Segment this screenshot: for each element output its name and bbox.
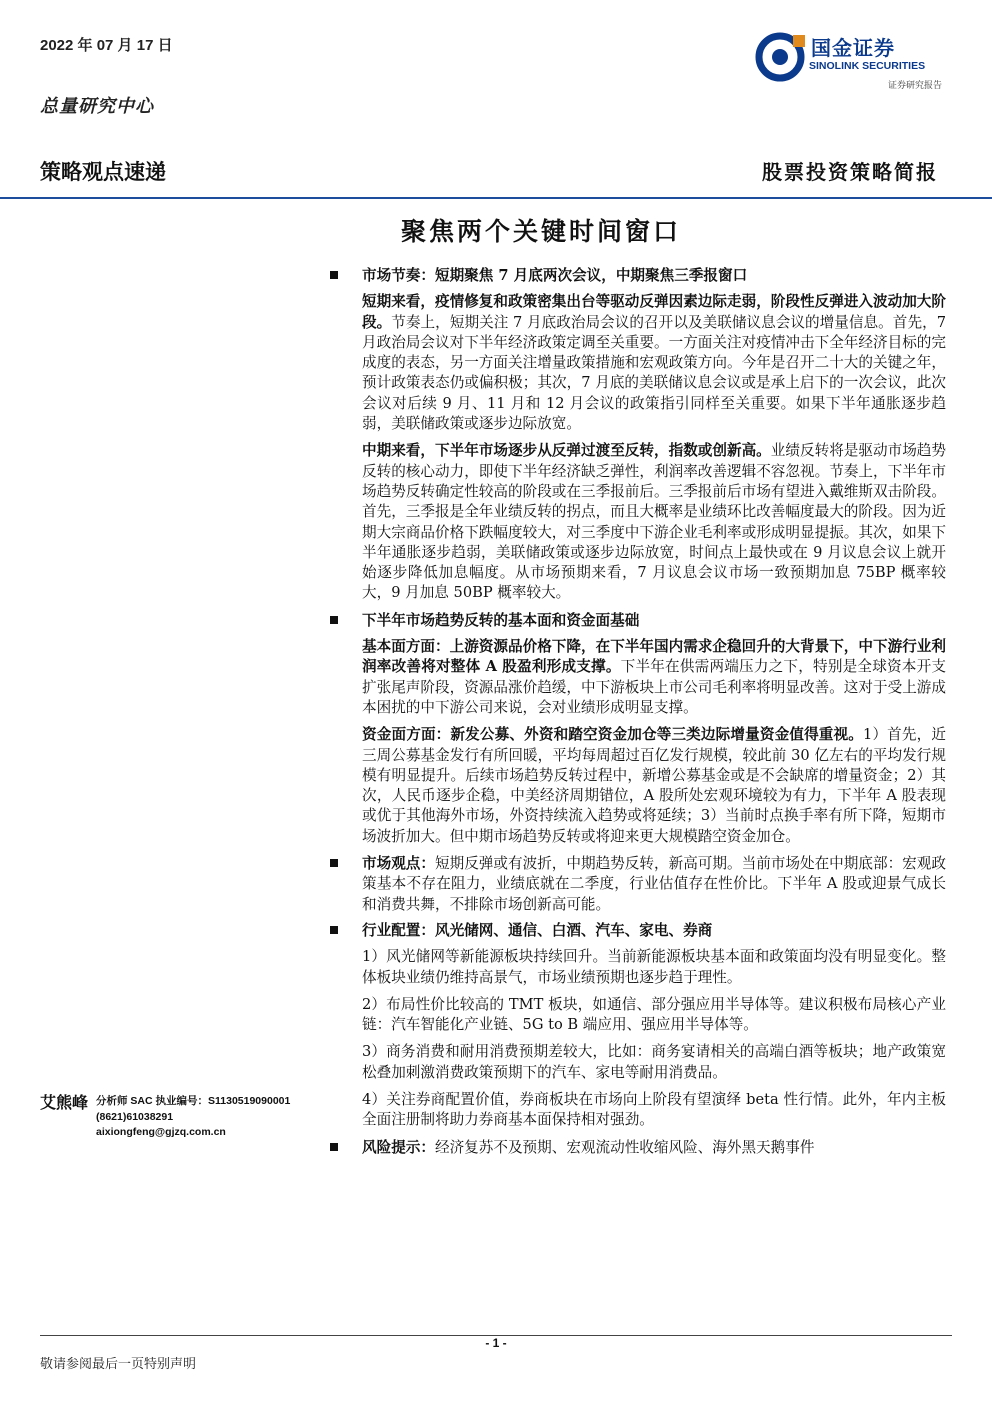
analyst-phone: (8621)61038291 xyxy=(96,1110,174,1123)
paragraph-text: 下半年在供需两端压力之下，特别是全球资本开支扩张尾声阶段，资源品涨价趋缓，中下游板块上市公司毛利率将明显改善。这对于受上游成本困扰的中下游公司来说，会对业绩形成明显支撑。 xyxy=(362,658,946,716)
section-heading xyxy=(330,921,946,941)
logo-english-name: SINOLINK SECURITIES xyxy=(809,60,926,72)
bullet-square-icon xyxy=(330,616,338,624)
logo-subtitle: 证券研究报告 xyxy=(887,81,942,91)
bullet-square-icon xyxy=(330,1143,338,1151)
analyst-email[interactable]: aixiongfeng@gjzq.com.cn xyxy=(96,1126,226,1138)
paragraph-text: 节奏上，短期关注 7 月底政治局会议的召开以及美联储议息会议的增量信息。首先，7 月政治局会议对下半年经济政策定调至关重要。一方面关注对疫情冲击下全年经济目标的完成度的表态，另一方面关注增量政策措施和宏观政策方向。今年是召开二十大的关键之年，预计政策表态仍或偏积极；其次，7 月底的美联储议息会议或是承上启下的一次会议，此次会议对后续 9 月、11 月和 12 月会议的政策指引同样至关重要。如果下半年通胀逐步趋弱，美联储政策或逐步边际放宽。 xyxy=(362,313,946,433)
section-heading xyxy=(330,1138,946,1158)
paragraph-text: 1）首先，近三周公募基金发行有所回暖，平均每周超过百亿发行规模，较此前 30 亿左右的平均发行规模有明显提升。后续市场趋势反转过程中，新增公募基金或是不会缺席的增量资金；2）其次，人民币逐步企稳，中美经济周期错位，A 股所处宏观环境较为有力，下半年 A 股表现或优于其他海外市场，外资持续流入趋势或将延续；3）当前时点换手率有所下降，短期市场波折加大。但中期市场趋势反转或将迎来更大规模踏空资金加仓。 xyxy=(362,726,946,845)
list-item: 1）风光储网等新能源板块持续回升。当前新能源板块基本面和政策面均没有明显变化。整体板块业绩仍维持高景气，市场业绩预期也逐步趋于理性。 xyxy=(362,948,946,986)
report-body xyxy=(330,266,946,1164)
report-title: 聚焦两个关键时间窗口 xyxy=(400,217,681,246)
section-heading-lead: 风险提示： xyxy=(362,1138,435,1156)
bullet-square-icon xyxy=(330,859,338,867)
logo-chinese-name: 国金证券 xyxy=(811,36,895,60)
header-divider xyxy=(0,197,992,199)
paragraph xyxy=(330,725,946,847)
paragraph-lead: 基本面方面：上游资源品价格下降，在下半年国内需求企稳回升的大背景下，中下游行业利润率改善将对整体 A 股盈利形成支撑。 xyxy=(362,638,946,676)
section-heading-text: 市场节奏：短期聚焦 7 月底两次会议，中期聚焦三季报窗口 xyxy=(362,267,748,284)
paragraph xyxy=(330,637,946,718)
bullet-square-icon xyxy=(330,926,338,934)
section-heading-text: 下半年市场趋势反转的基本面和资金面基础 xyxy=(362,611,640,629)
analyst-name: 艾熊峰 xyxy=(40,1093,89,1112)
section-heading xyxy=(330,854,946,915)
section-heading xyxy=(330,266,946,286)
list-item: 4）关注券商配置价值，券商板块在市场向上阶段有望演绎 beta 性行情。此外，年内主板全面注册制将助力券商基本面保持相对强劲。 xyxy=(362,1090,946,1129)
footer-disclaimer: 敬请参阅最后一页特别声明 xyxy=(40,1357,197,1372)
page-number: - 1 - xyxy=(485,1336,507,1350)
bullet-square-icon xyxy=(330,271,338,279)
analyst-info xyxy=(40,1090,340,1138)
list-item: 2）布局性价比较高的 TMT 板块，如通信、部分强应用半导体等。建议积极布局核心产业链：汽车智能化产业链、5G to B 端应用、强应用半导体等。 xyxy=(362,995,946,1034)
logo-emblem-icon xyxy=(755,30,809,84)
paragraph-lead: 资金面方面：新发公募、外资和踏空资金加仓等三类边际增量资金值得重视。 xyxy=(362,726,864,744)
paragraph-lead: 短期来看，疫情修复和政策密集出台等驱动反弹因素边际走弱，阶段性反弹进入波动加大阶段。 xyxy=(362,293,946,331)
list-item: 3）商务消费和耐用消费预期差较大，比如：商务宴请相关的高端白酒等板块；地产政策宽松叠加刺激消费政策预期下的汽车、家电等耐用消费品。 xyxy=(362,1043,946,1081)
report-series: 策略观点速递 xyxy=(40,160,166,184)
department-name: 总量研究中心 xyxy=(40,96,154,117)
paragraph-text: 业绩反转将是驱动市场趋势反转的核心动力，即使下半年经济缺乏弹性，利润率改善逻辑不容忽视。节奏上，下半年市场趋势反转确定性较高的阶段或在三季报前后。三季报前后市场有望进入戴维斯双击阶段。首先，三季报是全年业绩反转的拐点，而且大概率是业绩环比改善幅度最大的阶段。因为近期大宗商品价格下跌幅度较大，对三季度中下游企业毛利率或形成明显提振。其次，如果下半年通胀逐步趋弱，美联储政策或逐步边际放宽，时间点上最快或在 9 月议息会议上就开始逐步降低加息幅度。从市场预期来看，7 月议息会议市场一致预期加息 75BP 概率较大，9 月加息 50BP 概率较大。 xyxy=(362,442,946,602)
paragraph xyxy=(330,292,946,434)
analyst-license: 分析师 SAC 执业编号：S1130519090001 xyxy=(96,1095,291,1107)
report-date: 2022 年 07 月 17 日 xyxy=(40,37,173,54)
analyst-details xyxy=(96,1094,290,1141)
company-logo xyxy=(755,30,950,90)
section-heading-text: 短期反弹或有波折，中期趋势反转，新高可期。当前市场处在中期底部：宏观政策基本不存在阻力，业绩底就在二季度，行业估值存在性价比。下半年 A 股或迎景气成长和消费共舞，不排除市场创新高可能。 xyxy=(362,855,946,913)
section-heading xyxy=(330,611,946,631)
report-type: 股票投资策略简报 xyxy=(762,160,938,184)
section-heading-text: 经济复苏不及预期、宏观流动性收缩风险、海外黑天鹅事件 xyxy=(434,1138,815,1156)
paragraph-lead: 中期来看，下半年市场逐步从反弹过渡至反转，指数或创新高。 xyxy=(362,442,771,460)
section-heading-lead: 市场观点： xyxy=(362,855,435,873)
section-heading-text: 行业配置：风光储网、通信、白酒、汽车、家电、券商 xyxy=(362,921,713,939)
paragraph xyxy=(330,441,946,603)
